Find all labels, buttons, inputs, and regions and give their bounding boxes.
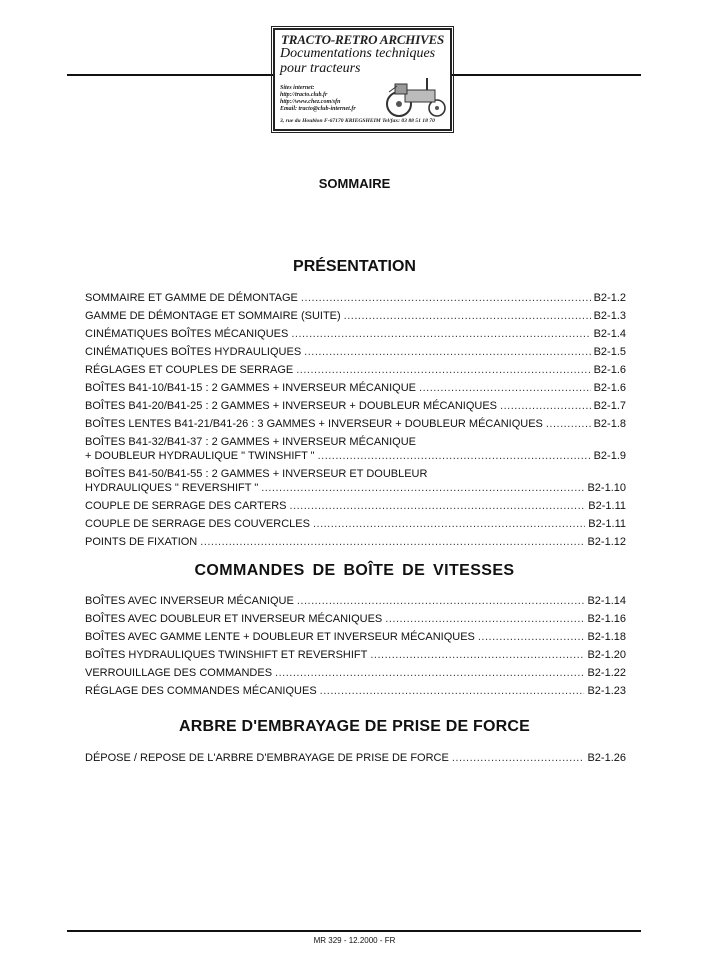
dot-leader xyxy=(500,397,591,415)
toc-entry-title: SOMMAIRE ET GAMME DE DÉMONTAGE xyxy=(85,292,298,304)
toc-entry-title: BOÎTES LENTES B41-21/B41-26 : 3 GAMMES + INVERSEUR + DOUBLEUR MÉCANIQUES xyxy=(85,418,543,430)
dot-leader xyxy=(318,449,591,463)
toc-entry-page: B2-1.9 xyxy=(593,450,626,462)
toc-presentation xyxy=(85,289,626,551)
toc-entry-title: GAMME DE DÉMONTAGE ET SOMMAIRE (SUITE) xyxy=(85,310,341,322)
section-title-arbre: ARBRE D'EMBRAYAGE DE PRISE DE FORCE xyxy=(178,718,530,735)
footer-reference: MR 329 - 12.2000 - FR xyxy=(313,936,396,945)
dot-leader xyxy=(546,415,591,433)
dot-leader xyxy=(344,307,591,325)
toc-entry[interactable] xyxy=(85,592,626,610)
toc-entry-title: BOÎTES AVEC INVERSEUR MÉCANIQUE xyxy=(85,595,294,607)
toc-entry-title: BOÎTES B41-20/B41-25 : 2 GAMMES + INVERSEUR + DOUBLEUR MÉCANIQUES xyxy=(85,400,498,412)
dot-leader xyxy=(419,379,591,397)
toc-entry-title: CINÉMATIQUES BOÎTES MÉCANIQUES xyxy=(85,328,289,340)
toc-entry-title: COUPLE DE SERRAGE DES CARTERS xyxy=(85,500,287,512)
section-title-commandes: COMMANDES DE BOÎTE DE VITESSES xyxy=(194,562,515,579)
toc-entry[interactable] xyxy=(85,497,626,515)
toc-entry-title: RÉGLAGES ET COUPLES DE SERRAGE xyxy=(85,364,294,376)
toc-entry-page: B2-1.8 xyxy=(593,418,626,430)
toc-commandes xyxy=(85,592,626,700)
dot-leader xyxy=(478,628,585,646)
toc-entry[interactable] xyxy=(85,325,626,343)
dot-leader xyxy=(301,289,591,307)
section-title-presentation: PRÉSENTATION xyxy=(293,258,416,275)
toc-entry[interactable] xyxy=(85,415,626,433)
toc-entry-page: B2-1.6 xyxy=(593,382,626,394)
toc-entry-page: B2-1.4 xyxy=(593,328,626,340)
toc-entry-title: DÉPOSE / REPOSE DE L'ARBRE D'EMBRAYAGE DE PRISE DE FORCE xyxy=(85,752,449,764)
dot-leader xyxy=(296,361,590,379)
toc-entry[interactable] xyxy=(85,682,626,700)
toc-entry[interactable] xyxy=(85,646,626,664)
toc-entry[interactable] xyxy=(85,307,626,325)
stamp-site-2: http://www.chez.com/sfn xyxy=(280,99,341,105)
toc-entry[interactable] xyxy=(85,533,626,551)
toc-entry[interactable] xyxy=(85,361,626,379)
toc-entry-title: BOÎTES B41-10/B41-15 : 2 GAMMES + INVERSEUR MÉCANIQUE xyxy=(85,382,417,394)
toc-entry-title: + DOUBLEUR HYDRAULIQUE " TWINSHIFT " xyxy=(85,450,315,462)
toc-entry-page: B2-1.26 xyxy=(587,752,626,764)
toc-entry[interactable] xyxy=(85,379,626,397)
stamp-sites xyxy=(280,85,356,113)
dot-leader xyxy=(261,481,584,495)
toc-entry[interactable] xyxy=(85,289,626,307)
dot-leader xyxy=(290,497,586,515)
dot-leader xyxy=(320,682,585,700)
dot-leader xyxy=(313,515,585,533)
toc-entry-title: COUPLE DE SERRAGE DES COUVERCLES xyxy=(85,518,310,530)
stamp-sites-label: Sites internet: xyxy=(280,85,315,91)
toc-entry-page: B2-1.14 xyxy=(587,595,626,607)
toc-entry[interactable] xyxy=(85,628,626,646)
toc-entry[interactable] xyxy=(85,610,626,628)
dot-leader xyxy=(304,343,590,361)
toc-arbre xyxy=(85,749,626,767)
toc-entry-page: B2-1.16 xyxy=(587,613,626,625)
page-title: SOMMAIRE xyxy=(318,176,391,191)
toc-entry-title: CINÉMATIQUES BOÎTES HYDRAULIQUES xyxy=(85,346,302,358)
toc-entry-title: HYDRAULIQUES " REVERSHIFT " xyxy=(85,482,259,494)
toc-entry-page: B2-1.22 xyxy=(587,667,626,679)
dot-leader xyxy=(385,610,584,628)
toc-entry[interactable] xyxy=(85,397,626,415)
toc-entry-page: B2-1.7 xyxy=(593,400,626,412)
stamp-subtitle-line1: Documentations techniques xyxy=(280,46,436,61)
toc-entry-title: VERROUILLAGE DES COMMANDES xyxy=(85,667,273,679)
toc-entry-page: B2-1.20 xyxy=(587,649,626,661)
toc-entry-title: RÉGLAGE DES COMMANDES MÉCANIQUES xyxy=(85,685,317,697)
toc-entry-page: B2-1.11 xyxy=(588,500,626,512)
toc-entry-title: POINTS DE FIXATION xyxy=(85,536,198,548)
stamp-subtitle-line2: pour tracteurs xyxy=(280,61,361,76)
archive-stamp xyxy=(273,28,452,131)
toc-entry[interactable] xyxy=(85,433,626,465)
toc-entry-page: B2-1.10 xyxy=(587,482,626,494)
toc-entry-title: BOÎTES AVEC GAMME LENTE + DOUBLEUR ET INVERSEUR MÉCANIQUES xyxy=(85,631,475,643)
toc-entry-page: B2-1.2 xyxy=(593,292,626,304)
toc-entry[interactable] xyxy=(85,343,626,361)
stamp-email: Email: tracto@club-internet.fr xyxy=(280,106,356,112)
toc-entry[interactable] xyxy=(85,515,626,533)
toc-entry-page: B2-1.6 xyxy=(593,364,626,376)
toc-entry-title: BOÎTES AVEC DOUBLEUR ET INVERSEUR MÉCANIQUES xyxy=(85,613,383,625)
footer-rule xyxy=(67,930,641,932)
dot-leader xyxy=(200,533,584,551)
toc-entry-page: B2-1.5 xyxy=(593,346,626,358)
dot-leader xyxy=(275,664,584,682)
toc-entry-title: BOÎTES HYDRAULIQUES TWINSHIFT ET REVERSHIFT xyxy=(85,649,368,661)
toc-entry[interactable] xyxy=(85,749,626,767)
toc-entry-page: B2-1.18 xyxy=(587,631,626,643)
tractor-icon xyxy=(383,76,451,118)
toc-entry[interactable] xyxy=(85,664,626,682)
toc-entry[interactable] xyxy=(85,465,626,497)
stamp-title: TRACTO-RETRO ARCHIVES xyxy=(281,32,445,47)
dot-leader xyxy=(370,646,584,664)
stamp-address: 3, rue du Houblon F-67170 KRIEGSHEIM Tel/fax: 03 88 51 18 70 xyxy=(280,118,435,124)
dot-leader xyxy=(452,749,585,767)
stamp-site-1: http://tracto.club.fr xyxy=(280,92,328,98)
toc-entry-title-line1: BOÎTES B41-32/B41-37 : 2 GAMMES + INVERSEUR MÉCANIQUE xyxy=(85,436,417,448)
toc-entry-page: B2-1.23 xyxy=(587,685,626,697)
toc-entry-page: B2-1.3 xyxy=(593,310,626,322)
dot-leader xyxy=(297,592,585,610)
toc-entry-page: B2-1.12 xyxy=(587,536,626,548)
dot-leader xyxy=(291,325,590,343)
toc-entry-title-line1: BOÎTES B41-50/B41-55 : 2 GAMMES + INVERSEUR ET DOUBLEUR xyxy=(85,468,428,480)
toc-entry-page: B2-1.11 xyxy=(588,518,626,530)
